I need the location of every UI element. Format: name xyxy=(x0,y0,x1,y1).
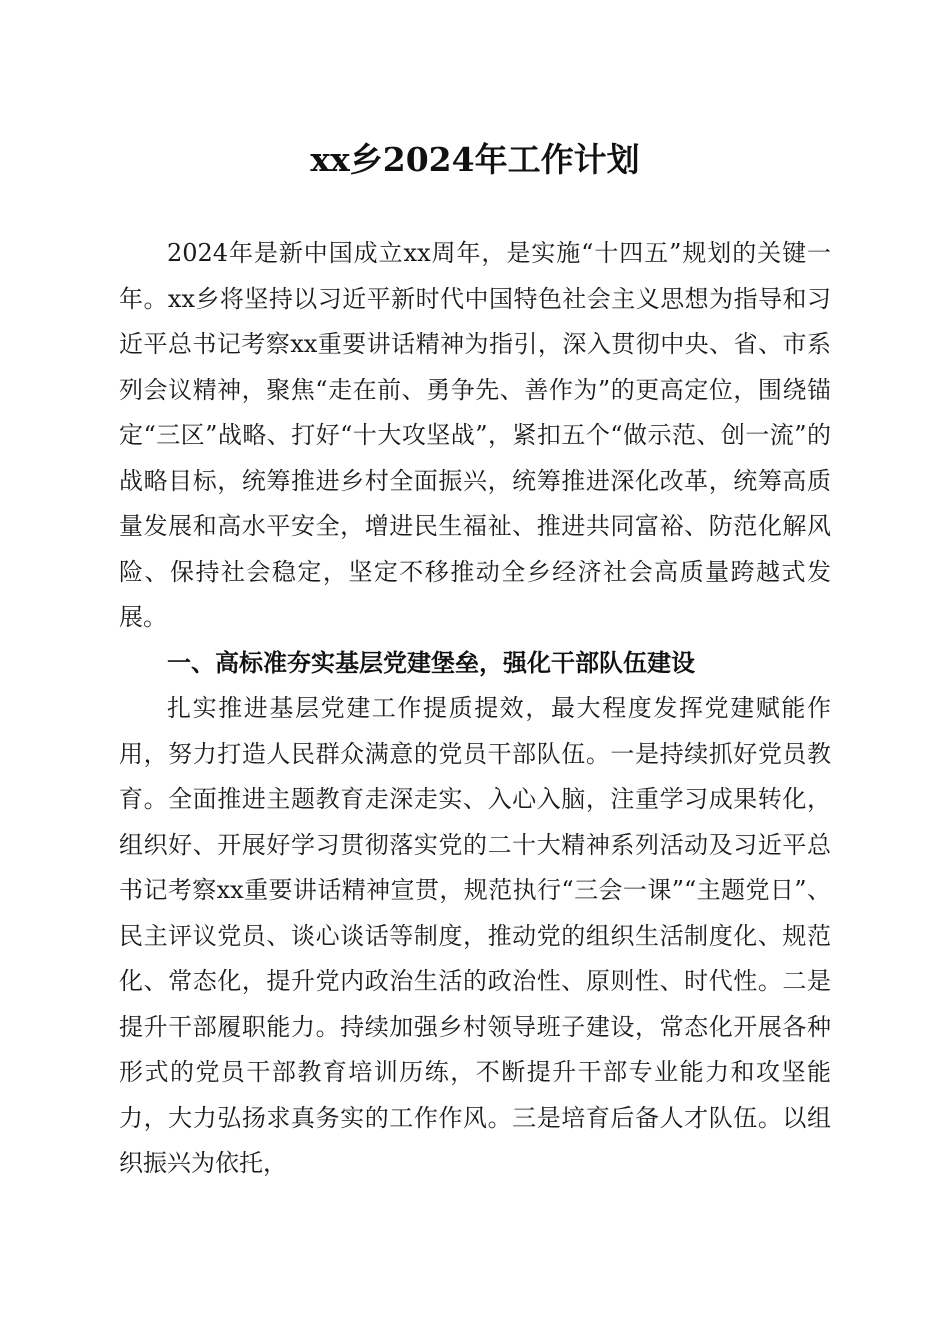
document-body xyxy=(119,231,831,1187)
document-title: xx乡2024年工作计划 xyxy=(310,140,640,179)
section-1-paragraph: 扎实推进基层党建工作提质提效，最大程度发挥党建赋能作用，努力打造人民群众满意的党员干部队伍。一是持续抓好党员教育。全面推进主题教育走深走实、入心入脑，注重学习成果转化，组织好、开展好学习贯彻落实党的二十大精神系列活动及习近平总书记考察xx重要讲话精神宣贯，规范执行“三会一课”“主题党日”、民主评议党员、谈心谈话等制度，推动党的组织生活制度化、规范化、常态化，提升党内政治生活的政治性、原则性、时代性。二是提升干部履职能力。持续加强乡村领导班子建设，常态化开展各种形式的党员干部教育培训历练，不断提升干部专业能力和攻坚能力，大力弘扬求真务实的工作作风。三是培育后备人才队伍。以组织振兴为依托， xyxy=(119,694,831,1177)
section-1-heading: 一、高标准夯实基层党建堡垒，强化干部队伍建设 xyxy=(167,648,695,677)
intro-paragraph: 2024年是新中国成立xx周年，是实施“十四五”规划的关键一年。xx乡将坚持以习近平新时代中国特色社会主义思想为指导和习近平总书记考察xx重要讲话精神为指引，深入贯彻中央、省、市系列会议精神，聚焦“走在前、勇争先、善作为”的更高定位，围绕锚定“三区”战略、打好“十大攻坚战”，紧扣五个“做示范、创一流”的战略目标，统筹推进乡村全面振兴，统筹推进深化改革，统筹高质量发展和高水平安全，增进民生福祉、推进共同富裕、防范化解风险、保持社会稳定，坚定不移推动全乡经济社会高质量跨越式发展。 xyxy=(119,239,831,631)
